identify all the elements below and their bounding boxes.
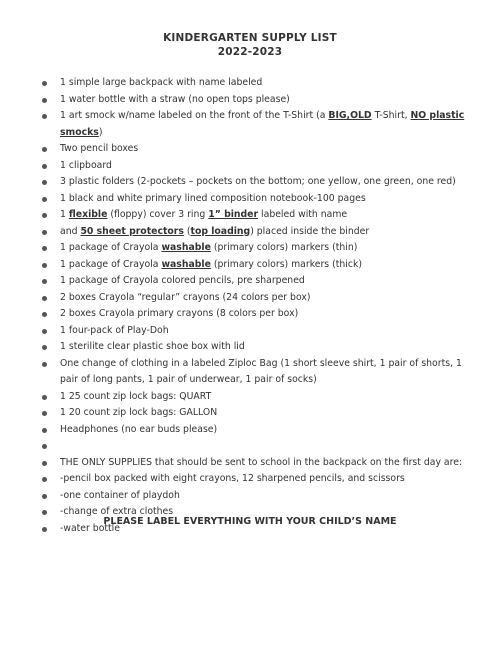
bullet-icon	[42, 98, 47, 103]
list-item: 1 simple large backpack with name labeled	[0, 75, 500, 92]
list-item: 1 clipboard	[0, 158, 500, 175]
supply-list	[0, 75, 500, 537]
bullet-icon	[42, 312, 47, 317]
bullet-icon	[42, 362, 47, 367]
bullet-icon	[42, 230, 47, 235]
bullet-icon	[42, 428, 47, 433]
list-item: -pencil box packed with eight crayons, 12 sharpened pencils, and scissors	[0, 471, 500, 488]
bullet-icon	[42, 197, 47, 202]
bullet-icon	[42, 147, 47, 152]
list-item: 3 plastic folders (2-pockets – pockets on the bottom; one yellow, one green, one red)	[0, 174, 500, 191]
bullet-icon	[42, 411, 47, 416]
list-item: 2 boxes Crayola primary crayons (8 colors per box)	[0, 306, 500, 323]
list-item: 1 water bottle with a straw (no open tops please)	[0, 92, 500, 109]
list-item-empty	[0, 438, 500, 455]
bullet-icon	[42, 164, 47, 169]
page-title: KINDERGARTEN SUPPLY LIST	[163, 32, 337, 44]
list-item: Two pencil boxes	[0, 141, 500, 158]
list-item: 1 art smock w/name labeled on the front of the T-Shirt (a BIG,OLD T-Shirt, NO plastic smocks)	[0, 108, 500, 141]
bullet-icon	[42, 494, 47, 499]
list-item: 1 black and white primary lined composition notebook-100 pages	[0, 191, 500, 208]
list-item: -change of extra clothes	[0, 504, 500, 521]
list-item: 1 25 count zip lock bags: QUART	[0, 389, 500, 406]
list-item: 1 package of Crayola washable (primary colors) markers (thick)	[0, 257, 500, 274]
bullet-icon	[42, 81, 47, 86]
list-item: and 50 sheet protectors (top loading) placed inside the binder	[0, 224, 500, 241]
list-item: Headphones (no ear buds please)	[0, 422, 500, 439]
bullet-icon	[42, 510, 47, 515]
bullet-icon	[42, 279, 47, 284]
bullet-icon	[42, 477, 47, 482]
list-item: 2 boxes Crayola “regular” crayons (24 colors per box)	[0, 290, 500, 307]
list-item: THE ONLY SUPPLIES that should be sent to school in the backpack on the first day are:	[0, 455, 500, 472]
bullet-icon	[42, 345, 47, 350]
bullet-icon	[42, 461, 47, 466]
list-item: 1 package of Crayola washable (primary colors) markers (thin)	[0, 240, 500, 257]
list-item: One change of clothing in a labeled Ziploc Bag (1 short sleeve shirt, 1 pair of shorts, 1 pair of long pants, 1 pair of underwear, 1 pair of socks)	[0, 356, 500, 389]
list-item: -one container of playdoh	[0, 488, 500, 505]
bullet-icon	[42, 246, 47, 251]
bullet-icon	[42, 527, 47, 532]
list-item: 1 flexible (floppy) cover 3 ring 1” binder labeled with name	[0, 207, 500, 224]
school-year: 2022-2023	[217, 46, 283, 58]
list-item: 1 sterilite clear plastic shoe box with lid	[0, 339, 500, 356]
bullet-icon	[42, 114, 47, 119]
list-item: 1 20 count zip lock bags: GALLON	[0, 405, 500, 422]
bullet-icon	[42, 444, 47, 449]
list-item: -water bottle	[0, 521, 500, 538]
bullet-icon	[42, 329, 47, 334]
list-item: 1 four-pack of Play-Doh	[0, 323, 500, 340]
bullet-icon	[42, 296, 47, 301]
footer-note: PLEASE LABEL EVERYTHING WITH YOUR CHILD’S NAME	[103, 516, 397, 527]
bullet-icon	[42, 180, 47, 185]
bullet-icon	[42, 395, 47, 400]
bullet-icon	[42, 263, 47, 268]
bullet-icon	[42, 213, 47, 218]
list-item: 1 package of Crayola colored pencils, pre sharpened	[0, 273, 500, 290]
